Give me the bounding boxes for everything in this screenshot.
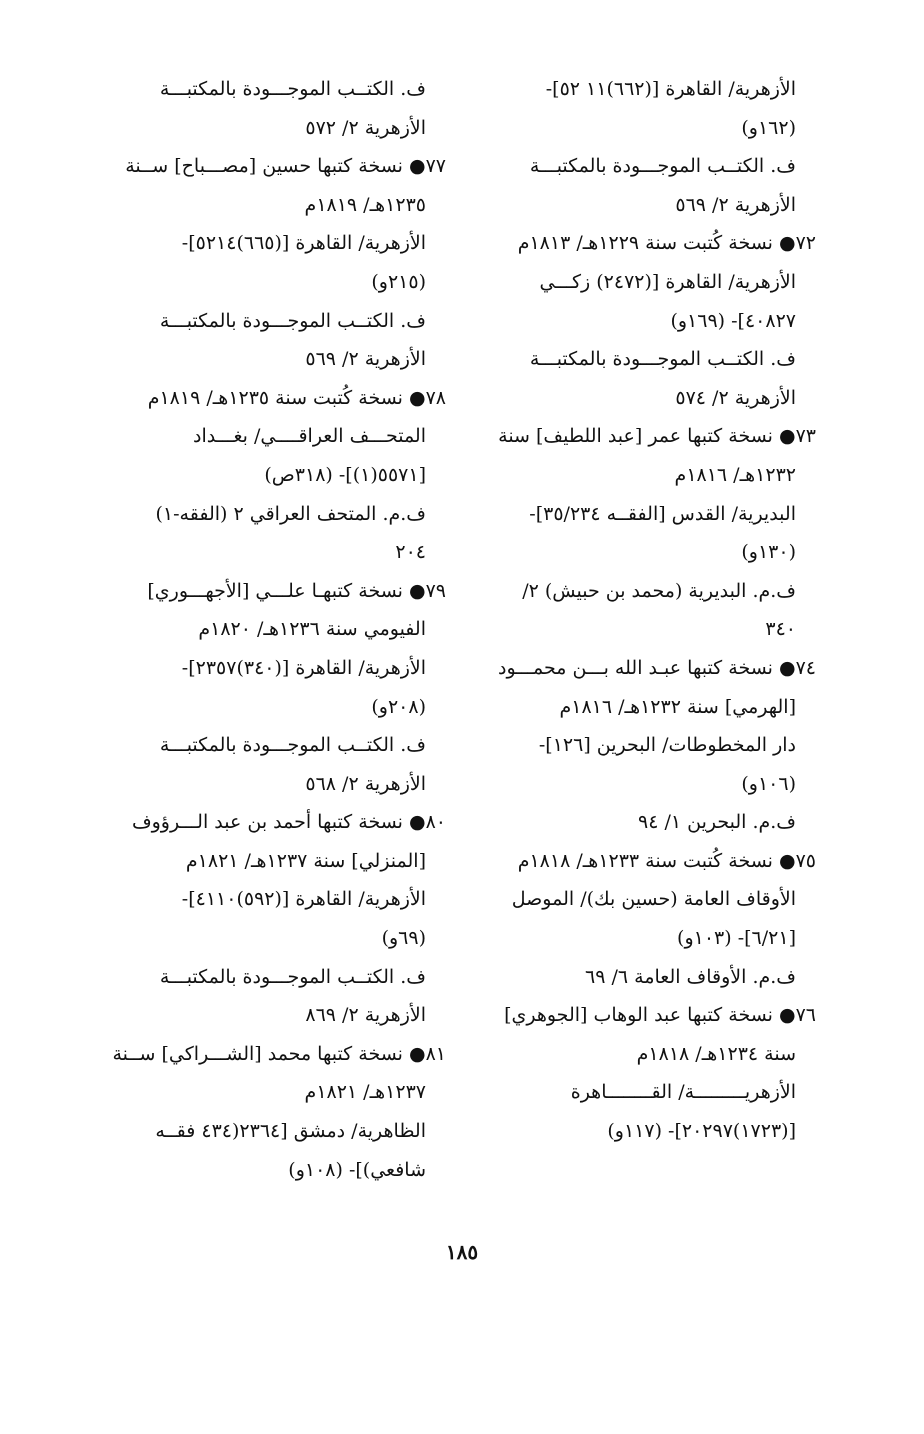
text-line: ٧٣● نسخة كتبها عمر [عبد اللطيف] سنة (498, 425, 816, 448)
text-line: الظاهرية/ دمشق [٢٣٦٤(٤٣٤ فقــه (155, 1120, 426, 1143)
text-line: ٧٥● نسخة كُتبت سنة ١٢٣٣هـ/ ١٨١٨م (517, 849, 816, 872)
text-line: ١٢٣٧هـ/ ١٨٢١م (304, 1081, 426, 1104)
text-line: الأوقاف العامة (حسين بك)/ الموصل (511, 888, 796, 911)
text-line: ٧٢● نسخة كُتبت سنة ١٢٢٩هـ/ ١٨١٣م (517, 232, 816, 255)
column-left (106, 70, 446, 1189)
text-line: شافعي)]- (١٠٨و) (288, 1158, 426, 1181)
text-line: (١٦٢و) (741, 116, 796, 139)
text-line: الأزهرية ٢/ ٥٦٨ (305, 772, 426, 795)
text-line: [المنزلي] سنة ١٢٣٧هـ/ ١٨٢١م (185, 849, 426, 872)
text-line: ف.م. الأوقاف العامة ٦/ ٦٩ (585, 965, 796, 988)
text-line: الأزهرية/ القاهرة [(٦٦٥)٥٢١٤]- (181, 232, 426, 255)
page-number: ١٨٥ (445, 1240, 479, 1264)
text-line: الأزهرية ٢/ ٥٧٢ (305, 116, 426, 139)
text-line: (١٣٠و) (741, 541, 796, 564)
text-line: ٧٦● نسخة كتبها عبد الوهاب [الجوهري] (504, 1004, 816, 1027)
text-line: ف. الكتــب الموجـــودة بالمكتبـــة (529, 155, 796, 178)
text-line: ف. الكتــب الموجـــودة بالمكتبـــة (159, 734, 426, 757)
text-line: ف. الكتــب الموجـــودة بالمكتبـــة (159, 965, 426, 988)
text-line: ٧٧● نسخة كتبها حسين [مصـــباح] ســنة (125, 155, 446, 178)
text-line: (٢٠٨و) (371, 695, 426, 718)
text-line: المتحـــف العراقــــي/ بغـــداد (193, 425, 426, 448)
column-right (476, 70, 816, 1151)
text-line: ١٢٣٢هـ/ ١٨١٦م (674, 463, 796, 486)
text-line: الأزهرية ٢/ ٥٦٩ (675, 193, 796, 216)
text-line: سنة ١٢٣٤هـ/ ١٨١٨م (636, 1042, 796, 1065)
text-line: الأزهرية ٢/ ٥٦٩ (305, 348, 426, 371)
text-line: الأزهرية ٢/ ٥٧٤ (675, 386, 796, 409)
text-line: ف.م. البحرين ١/ ٩٤ (637, 811, 796, 834)
text-line: ف.م. البديرية (محمد بن حبيش) ٢/ (522, 579, 796, 602)
text-line: البديرية/ القدس [الفقــه ٣٥/٢٣٤]- (529, 502, 796, 525)
text-line: الأزهرية/ القاهرة [(٦٦٢)١١ ٥٢]- (545, 78, 796, 100)
text-line: الفيومي سنة ١٢٣٦هـ/ ١٨٢٠م (198, 618, 426, 641)
text-line: (٦٩و) (381, 927, 426, 950)
text-line: ٧٤● نسخة كتبها عبـد الله بـــن محمـــود (498, 656, 816, 679)
text-line: الأزهرية/ القاهرة [(٥٩٢)٤١١٠]- (181, 888, 426, 911)
text-line: [(١٧٢٣)٢٠٢٩٧]- (١١٧و) (607, 1120, 796, 1143)
text-line: الأزهرية/ القاهرة [(٣٤٠)٢٣٥٧]- (181, 656, 426, 679)
text-line: [الهرمي] سنة ١٢٣٢هـ/ ١٨١٦م (559, 695, 796, 718)
text-line: ١٢٣٥هـ/ ١٨١٩م (304, 193, 426, 216)
text-line: ف.م. المتحف العراقي ٢ (الفقه-١) (155, 502, 426, 525)
text-line: ٣٤٠ (765, 618, 796, 641)
text-line: ف. الكتــب الموجـــودة بالمكتبـــة (529, 348, 796, 371)
text-line: ف. الكتــب الموجـــودة بالمكتبـــة (159, 78, 426, 100)
text-line: (٢١٥و) (371, 270, 426, 293)
text-line: الأزهريـــــــــة/ القــــــــاهرة (570, 1081, 796, 1104)
text-line: ٧٩● نسخة كتبهـا علـــي [الأجهـــوري] (147, 579, 446, 602)
text-line: ٧٨● نسخة كُتبت سنة ١٢٣٥هـ/ ١٨١٩م (147, 386, 446, 409)
text-line: (١٠٦و) (741, 772, 796, 795)
text-line: ف. الكتــب الموجـــودة بالمكتبـــة (159, 309, 426, 332)
text-line: دار المخطوطات/ البحرين [١٢٦]- (538, 734, 796, 757)
text-line: [٦/٢١]- (١٠٣و) (677, 927, 796, 950)
text-line: ٤٠٨٢٧]- (١٦٩و) (670, 309, 796, 332)
text-line: ٨٠● نسخة كتبها أحمد بن عبد الـــرؤوف (131, 811, 446, 834)
text-line: ٢٠٤ (395, 541, 426, 564)
text-line: ٨١● نسخة كتبها محمد [الشـــراكي] ســنة (112, 1042, 446, 1065)
text-line: الأزهرية/ القاهرة [(٢٤٧٢) زكـــي (539, 270, 796, 293)
text-line: الأزهرية ٢/ ٨٦٩ (305, 1004, 426, 1027)
text-line: [٥٥٧١(١)]- (٣١٨ص) (264, 463, 426, 486)
